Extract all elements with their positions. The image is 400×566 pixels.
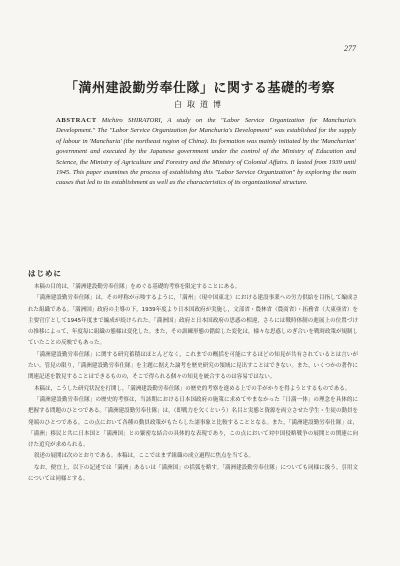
paragraph: 本稿は，こうした研究状況を打開し，「満洲建設勤労奉仕隊」の歴史的考察を進める上での手がかりを得ようとするものである。	[34, 385, 351, 392]
paragraph: 「満洲建設勤労奉仕隊」の歴史的考察は，当該期における日本国政府の施策に求めてやまなかった「日満一体」の理念を具体的に把握する問題のひとつである。「満洲建設勤労奉仕隊」は，（即戦力を欠くという）名目と実態と資源を両立させた学生・生徒の動員を発端のひとつである。この点において各種の動員政策がもたらした諸事象と比較することとなる。また，「満洲建設勤労奉仕隊」は，「満洲」移民と共に日本国と「満洲国」との緊密な結合の具体的な表現であり，この点において対中国侵略戦争の展開との関連に向けた追究が求められる。	[28, 396, 358, 449]
author-name: 白取道博	[174, 100, 226, 109]
body-text	[28, 282, 358, 485]
article-title: 「満州建設勤労奉仕隊」に関する基礎的考察	[64, 81, 335, 96]
paragraph: 本稿の目的は，「満洲建設勤労奉仕隊」をめぐる基礎的考察を限定することにある。	[34, 284, 241, 290]
abstract-block	[56, 116, 356, 189]
abstract-label: ABSTRACT	[56, 117, 97, 124]
paragraph: 「満洲建設勤労奉仕隊」に関する研究蓄積はほとんどなく，これまでの概括を可能にするほどの知見が共有されているとは言いがたい。管見の限り，「満洲建設勤労奉仕隊」を主題に据えた論考を歴史研究の領域に見出すことはできない。また，いくつかの著作に関連記述を散見することはできるものの，そこで得られる個々の知見を統合するのは容易ではない。	[28, 351, 358, 381]
paragraph: なお，便宜上，以下の記述では「満洲」あるいは「満洲国」の括弧を略す。「満洲建設勤労奉仕隊」についても同様に扱う。引用文については同様とする。	[28, 464, 358, 483]
paragraph: 「満洲建設勤労奉仕隊」は，その呼称が示唆するように，「満州」（現中国東北）における建設事業への労力供給を目指して編成された組織である。「満洲国」政府の主導の下，1939年度より日本国政府が実施し，文部省・農林省（農商省）・拓務省（大東亜省）を主要官庁として1945年度まで編成が続けられた。「満洲国」政府と日本国政府の思惑の相違，さらには戦時体制の進展上の位置づけの推移によって，年度毎に組織の態様は変化した。また，その訓練形態の錯綜した変化は，様々な思惑しのぎ合いを戦時政策が規制していたことの反映でもあった。	[28, 295, 358, 347]
abstract-intro: Michiro SHIRATORI, A study on the "Labor Service Organization for Manchuria's Development."	[56, 117, 356, 135]
paragraph: 叙述の展開は次のとおりである。本稿は，ここではまず組織の成立過程に焦点を当てる。	[34, 453, 255, 460]
section-heading: はじめに	[28, 269, 62, 278]
page-number: 277	[344, 44, 356, 53]
abstract-text: The "Labor Service Organization for Manchuria's Development" was established for the supply of labour in 'Manchuria' (the northeast region of China). Its formation was mainly initiated by the 'Manchurian' government and executed by the Japanese government under the control of the Ministry of Education and Science, the Ministry of Agriculture and Forestry and the Ministry of Colonial Affairs. It lasted from 1939 until 1945. This paper examines the process of establishing this "Labor Service Organization" by exploring the main causes that led to its establishment as well as the characteristics of its organizational structure.	[56, 127, 356, 187]
